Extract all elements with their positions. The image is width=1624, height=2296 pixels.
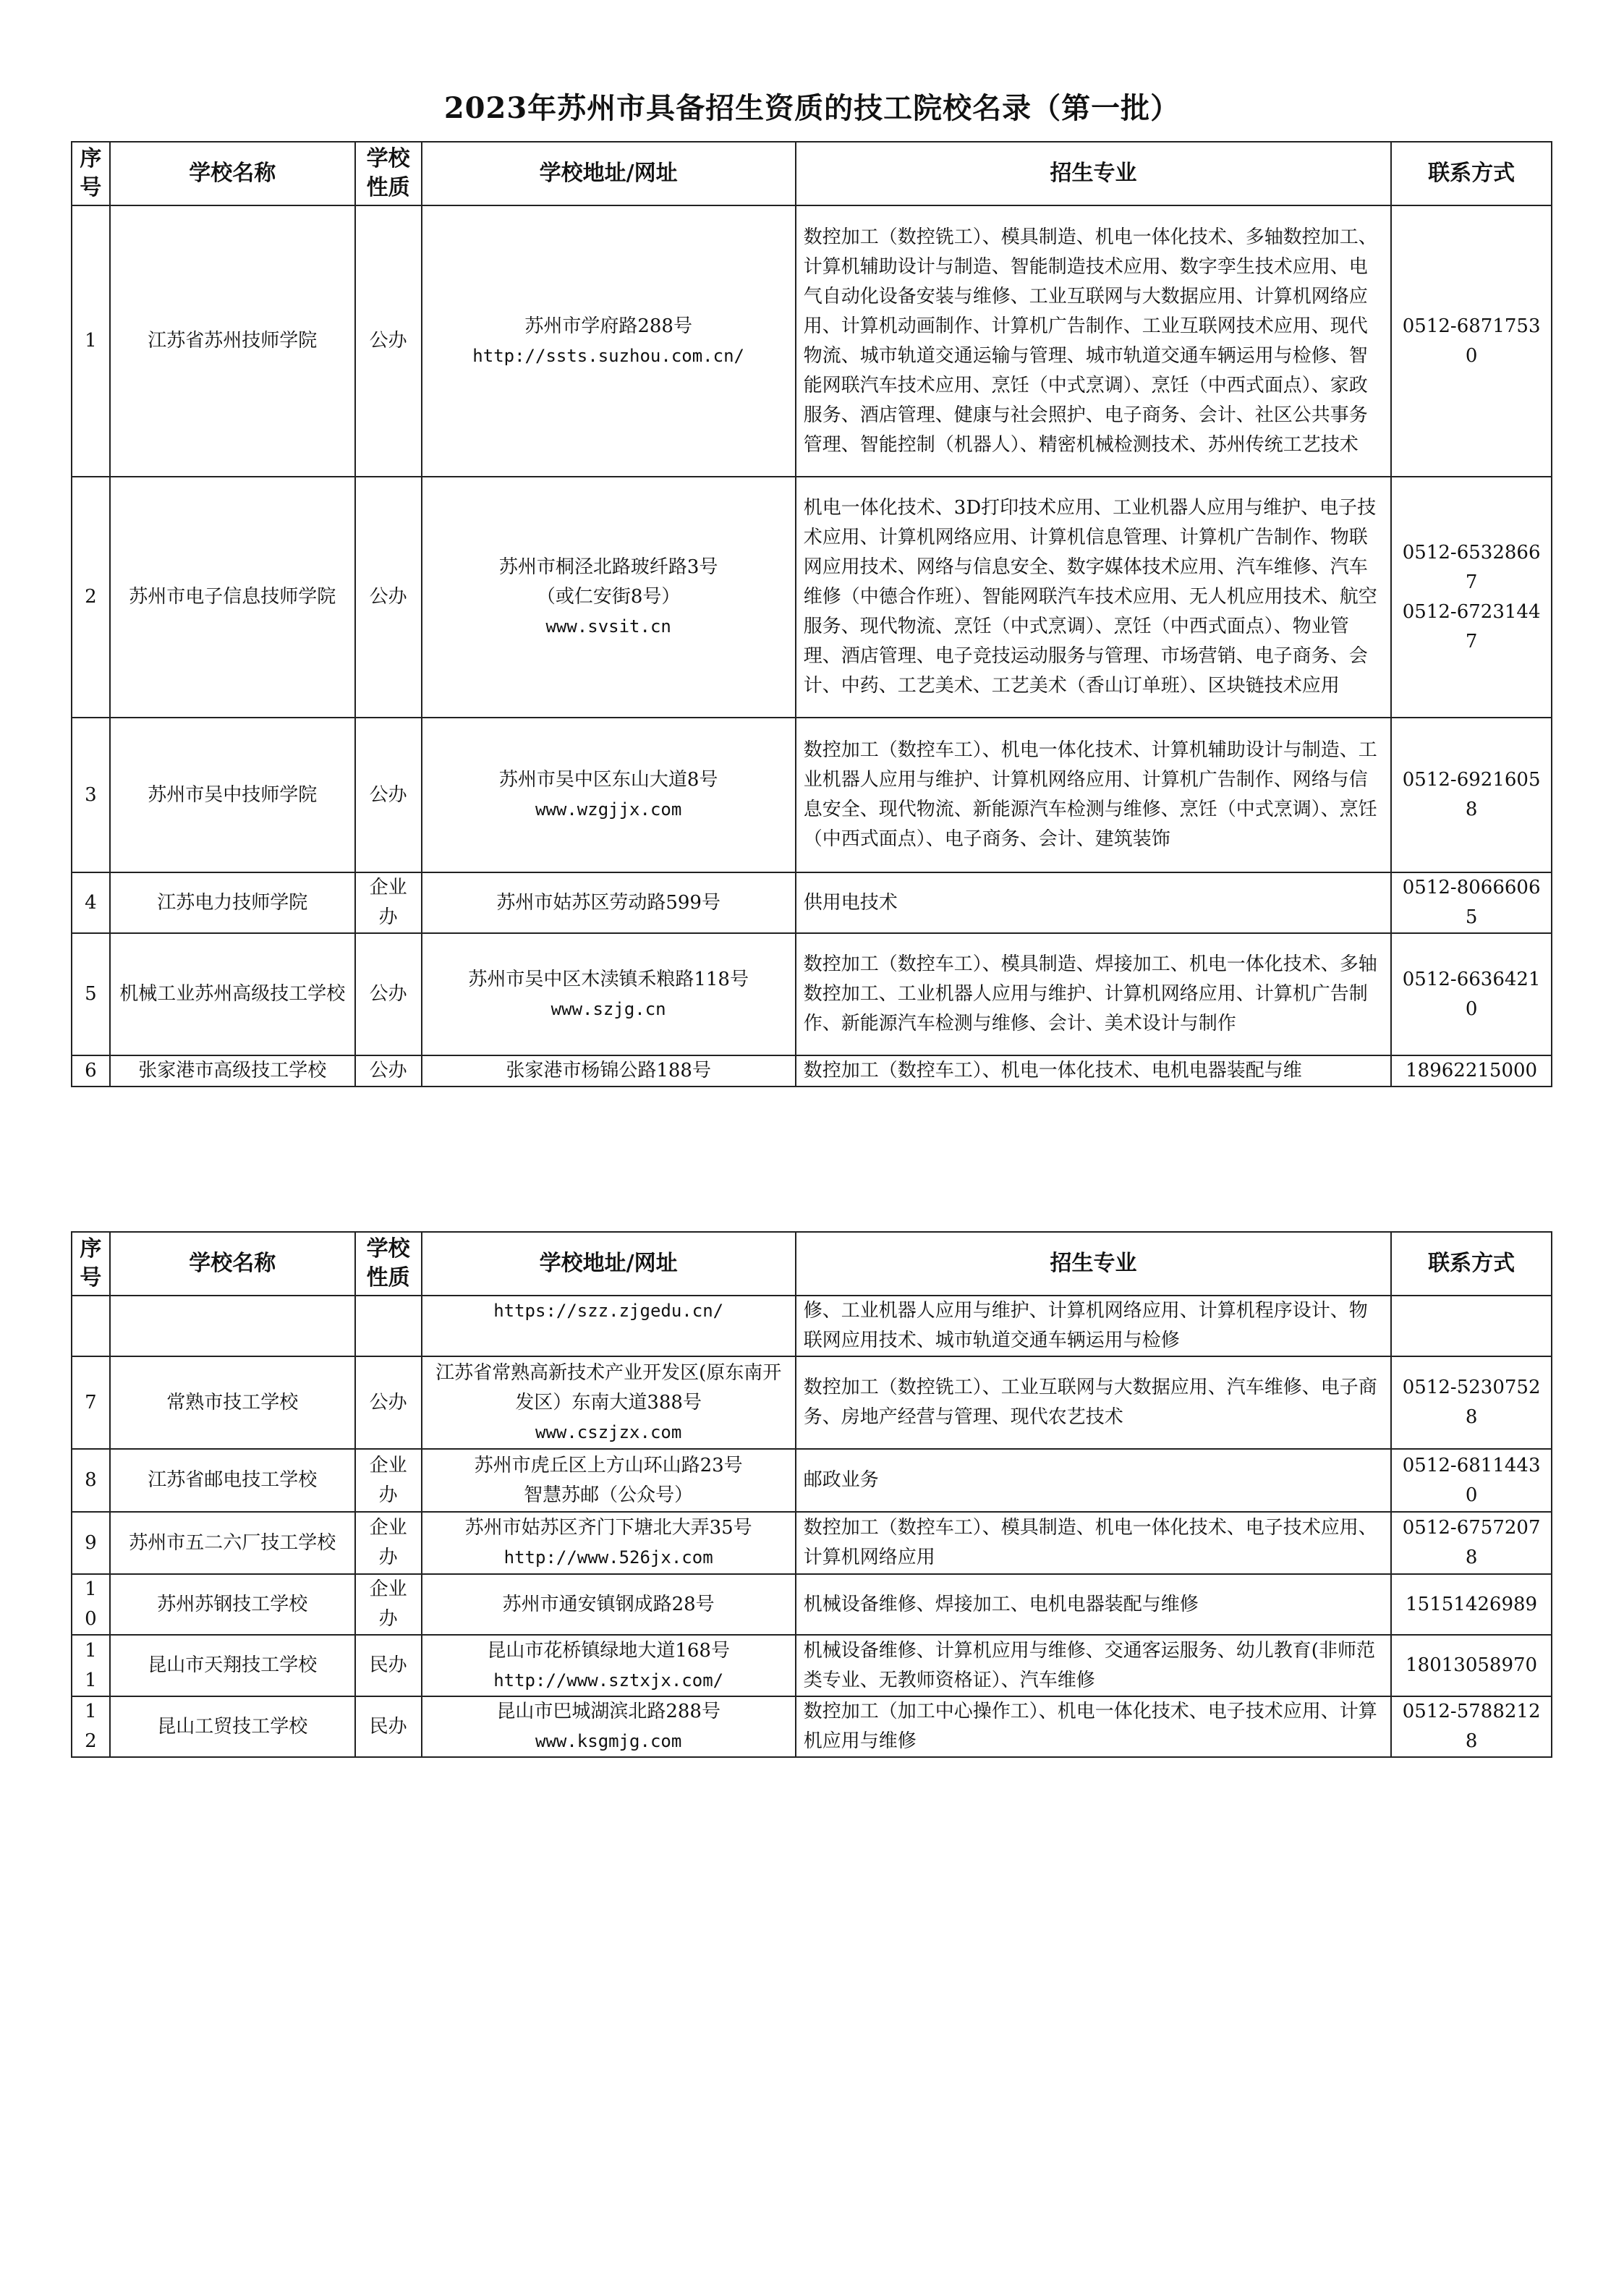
seq-cell: 12 <box>72 1696 110 1757</box>
address-cell: 苏州市通安镇钢成路28号 <box>422 1574 796 1635</box>
table-row <box>72 1574 1552 1635</box>
school-nature-cell: 企业办 <box>355 1449 422 1512</box>
school-name-cell: 昆山工贸技工学校 <box>110 1696 355 1757</box>
table-row <box>72 872 1552 933</box>
header-school-nature: 学校 性质 <box>355 142 422 205</box>
contact-cell: 18962215000 <box>1391 1055 1552 1087</box>
seq-cell: 9 <box>72 1512 110 1574</box>
address-cell <box>422 1635 796 1696</box>
seq-cell: 3 <box>72 718 110 872</box>
address-alt-text: （或仁安街8号） <box>536 586 681 608</box>
school-table-1 <box>71 141 1552 1087</box>
majors-cell: 机械设备维修、计算机应用与维修、交通客运服务、幼儿教育(非师范类专业、无教师资格证）、汽车维修 <box>796 1635 1391 1696</box>
seq-cell <box>72 1296 110 1356</box>
majors-cell: 机械设备维修、焊接加工、电机电器装配与维修 <box>796 1574 1391 1635</box>
address-cell <box>422 1449 796 1512</box>
seq-cell: 10 <box>72 1574 110 1635</box>
school-name-cell: 苏州市电子信息技师学院 <box>110 477 355 718</box>
contact-cell: 18013058970 <box>1391 1635 1552 1696</box>
table-row <box>72 1055 1552 1087</box>
contact-cell: 15151426989 <box>1391 1574 1552 1635</box>
school-nature-cell: 公办 <box>355 1055 422 1087</box>
header-contact: 联系方式 <box>1391 1232 1552 1296</box>
table-row <box>72 205 1552 477</box>
table-row <box>72 477 1552 718</box>
school-nature-cell: 民办 <box>355 1696 422 1757</box>
majors-cell: 数控加工（数控车工）、机电一体化技术、计算机辅助设计与制造、工业机器人应用与维护、计算机网络应用、计算机广告制作、网络与信息安全、现代物流、新能源汽车检测与维修、烹饪（中式烹调）、烹饪（中西式面点）、电子商务、会计、建筑装饰 <box>796 718 1391 872</box>
header-address: 学校地址/网址 <box>422 142 796 205</box>
contact-cell: 0512-52307528 <box>1391 1356 1552 1449</box>
header-majors: 招生专业 <box>796 1232 1391 1296</box>
address-text: 苏州市桐泾北路玻纤路3号 <box>498 556 718 578</box>
table-header-row <box>72 1232 1552 1296</box>
header-school-name: 学校名称 <box>110 142 355 205</box>
majors-cell: 邮政业务 <box>796 1449 1391 1512</box>
seq-cell: 1 <box>72 205 110 477</box>
school-nature-cell: 民办 <box>355 1635 422 1696</box>
document-title: 2023年苏州市具备招生资质的技工院校名录（第一批） <box>443 91 1181 125</box>
website-link[interactable]: https://szz.zjgedu.cn/ <box>493 1301 724 1321</box>
contact-cell: 0512-68114430 <box>1391 1449 1552 1512</box>
address-cell <box>422 718 796 872</box>
header-seq: 序 号 <box>72 142 110 205</box>
header-school-nature: 学校 性质 <box>355 1232 422 1296</box>
website-link[interactable]: www.wzgjjx.com <box>535 799 682 820</box>
school-nature-cell: 公办 <box>355 933 422 1055</box>
school-nature-cell: 公办 <box>355 718 422 872</box>
contact-cell <box>1391 1296 1552 1356</box>
address-cell: 苏州市姑苏区劳动路599号 <box>422 872 796 933</box>
school-name-cell: 苏州苏钢技工学校 <box>110 1574 355 1635</box>
majors-cell: 机电一体化技术、3D打印技术应用、工业机器人应用与维护、电子技术应用、计算机网络应用、计算机信息管理、计算机广告制作、物联网应用技术、网络与信息安全、数字媒体技术应用、汽车维修、汽车维修（中德合作班）、智能网联汽车技术应用、无人机应用技术、航空服务、现代物流、烹饪（中式烹调）、烹饪（中西式面点）、物业管理、酒店管理、电子竞技运动服务与管理、市场营销、电子商务、会计、中药、工艺美术、工艺美术（香山订单班）、区块链技术应用 <box>796 477 1391 718</box>
contact-cell <box>1391 477 1552 718</box>
website-link[interactable]: www.cszjzx.com <box>535 1421 682 1442</box>
school-name-cell: 机械工业苏州高级技工学校 <box>110 933 355 1055</box>
address-cell: 张家港市杨锦公路188号 <box>422 1055 796 1087</box>
school-name-cell: 苏州市吴中技师学院 <box>110 718 355 872</box>
majors-cell: 数控加工（数控铣工）、工业互联网与大数据应用、汽车维修、电子商务、房地产经营与管理、现代农艺技术 <box>796 1356 1391 1449</box>
phone-1: 0512-65328667 <box>1402 541 1541 593</box>
seq-cell: 6 <box>72 1055 110 1087</box>
website-link[interactable]: http://ssts.suzhou.com.cn/ <box>472 345 744 366</box>
school-nature-cell: 公办 <box>355 205 422 477</box>
school-name-cell <box>110 1296 355 1356</box>
majors-cell: 数控加工（数控车工）、机电一体化技术、电机电器装配与维 <box>796 1055 1391 1087</box>
school-nature-cell: 公办 <box>355 477 422 718</box>
school-name-cell: 苏州市五二六厂技工学校 <box>110 1512 355 1574</box>
school-name-cell: 江苏省苏州技师学院 <box>110 205 355 477</box>
school-name-cell: 昆山市天翔技工学校 <box>110 1635 355 1696</box>
address-text: 江苏省常熟高新技术产业开发区(原东南开发区）东南大道388号 <box>435 1361 782 1413</box>
contact-cell: 0512-66364210 <box>1391 933 1552 1055</box>
seq-cell: 7 <box>72 1356 110 1449</box>
school-nature-cell <box>355 1296 422 1356</box>
seq-cell: 4 <box>72 872 110 933</box>
school-nature-cell: 企业办 <box>355 1574 422 1635</box>
majors-cell: 数控加工（数控铣工）、模具制造、机电一体化技术、多轴数控加工、计算机辅助设计与制造、智能制造技术应用、数字孪生技术应用、电气自动化设备安装与维修、工业互联网与大数据应用、计算机网络应用、计算机动画制作、计算机广告制作、工业互联网技术应用、现代物流、城市轨道交通运输与管理、城市轨道交通车辆运用与检修、智能网联汽车技术应用、烹饪（中式烹调）、烹饪（中西式面点）、家政服务、酒店管理、健康与社会照护、电子商务、会计、社区公共事务管理、智能控制（机器人）、精密机械检测技术、苏州传统工艺技术 <box>796 205 1391 477</box>
address-cell <box>422 1296 796 1356</box>
contact-cell: 0512-68717530 <box>1391 205 1552 477</box>
table-row <box>72 1449 1552 1512</box>
header-seq: 序 号 <box>72 1232 110 1296</box>
table-header-row <box>72 142 1552 205</box>
school-nature-cell: 企业办 <box>355 1512 422 1574</box>
majors-cell: 修、工业机器人应用与维护、计算机网络应用、计算机程序设计、物联网应用技术、城市轨道交通车辆运用与检修 <box>796 1296 1391 1356</box>
address-cell <box>422 477 796 718</box>
address-text: 昆山市巴城湖滨北路288号 <box>496 1701 720 1722</box>
address-text: 苏州市学府路288号 <box>524 315 692 337</box>
address-cell <box>422 205 796 477</box>
address-text: 苏州市吴中区东山大道8号 <box>498 769 718 791</box>
table-row <box>72 1512 1552 1574</box>
wechat-account: 智慧苏邮（公众号） <box>524 1484 694 1506</box>
address-text: 苏州市虎丘区上方山环山路23号 <box>474 1454 743 1476</box>
seq-cell: 2 <box>72 477 110 718</box>
phone-2: 0512-67231447 <box>1402 600 1541 652</box>
seq-cell: 8 <box>72 1449 110 1512</box>
website-link[interactable]: http://www.526jx.com <box>503 1547 713 1568</box>
address-cell <box>422 1356 796 1449</box>
majors-cell: 数控加工（加工中心操作工）、机电一体化技术、电子技术应用、计算机应用与维修 <box>796 1696 1391 1757</box>
majors-cell: 供用电技术 <box>796 872 1391 933</box>
header-contact: 联系方式 <box>1391 142 1552 205</box>
school-nature-cell: 企业办 <box>355 872 422 933</box>
header-address: 学校地址/网址 <box>422 1232 796 1296</box>
school-name-cell: 张家港市高级技工学校 <box>110 1055 355 1087</box>
address-text: 苏州市姑苏区齐门下塘北大弄35号 <box>464 1517 752 1539</box>
address-cell <box>422 1512 796 1574</box>
contact-cell: 0512-57882128 <box>1391 1696 1552 1757</box>
table-row <box>72 1696 1552 1757</box>
majors-cell: 数控加工（数控车工）、模具制造、机电一体化技术、电子技术应用、计算机网络应用 <box>796 1512 1391 1574</box>
school-name-cell: 江苏省邮电技工学校 <box>110 1449 355 1512</box>
table-row <box>72 1635 1552 1696</box>
website-link[interactable]: www.svsit.cn <box>545 616 671 637</box>
school-nature-cell: 公办 <box>355 1356 422 1449</box>
school-name-cell: 常熟市技工学校 <box>110 1356 355 1449</box>
table-row <box>72 1296 1552 1356</box>
contact-cell: 0512-80666065 <box>1391 872 1552 933</box>
majors-cell: 数控加工（数控车工）、模具制造、焊接加工、机电一体化技术、多轴数控加工、工业机器人应用与维护、计算机网络应用、计算机广告制作、新能源汽车检测与维修、会计、美术设计与制作 <box>796 933 1391 1055</box>
address-cell <box>422 933 796 1055</box>
address-text: 苏州市吴中区木渎镇禾粮路118号 <box>468 968 749 990</box>
table-row <box>72 933 1552 1055</box>
table-row <box>72 718 1552 872</box>
address-cell <box>422 1696 796 1757</box>
contact-cell: 0512-67572078 <box>1391 1512 1552 1574</box>
website-link[interactable]: www.szjg.cn <box>550 998 666 1019</box>
header-majors: 招生专业 <box>796 142 1391 205</box>
table-row <box>72 1356 1552 1449</box>
header-school-name: 学校名称 <box>110 1232 355 1296</box>
seq-cell: 5 <box>72 933 110 1055</box>
website-link[interactable]: http://www.sztxjx.com/ <box>493 1670 724 1691</box>
seq-cell: 11 <box>72 1635 110 1696</box>
contact-cell: 0512-69216058 <box>1391 718 1552 872</box>
school-name-cell: 江苏电力技师学院 <box>110 872 355 933</box>
school-table-2 <box>71 1231 1552 1758</box>
address-text: 昆山市花桥镇绿地大道168号 <box>487 1639 730 1662</box>
website-link[interactable]: www.ksgmjg.com <box>535 1731 682 1751</box>
